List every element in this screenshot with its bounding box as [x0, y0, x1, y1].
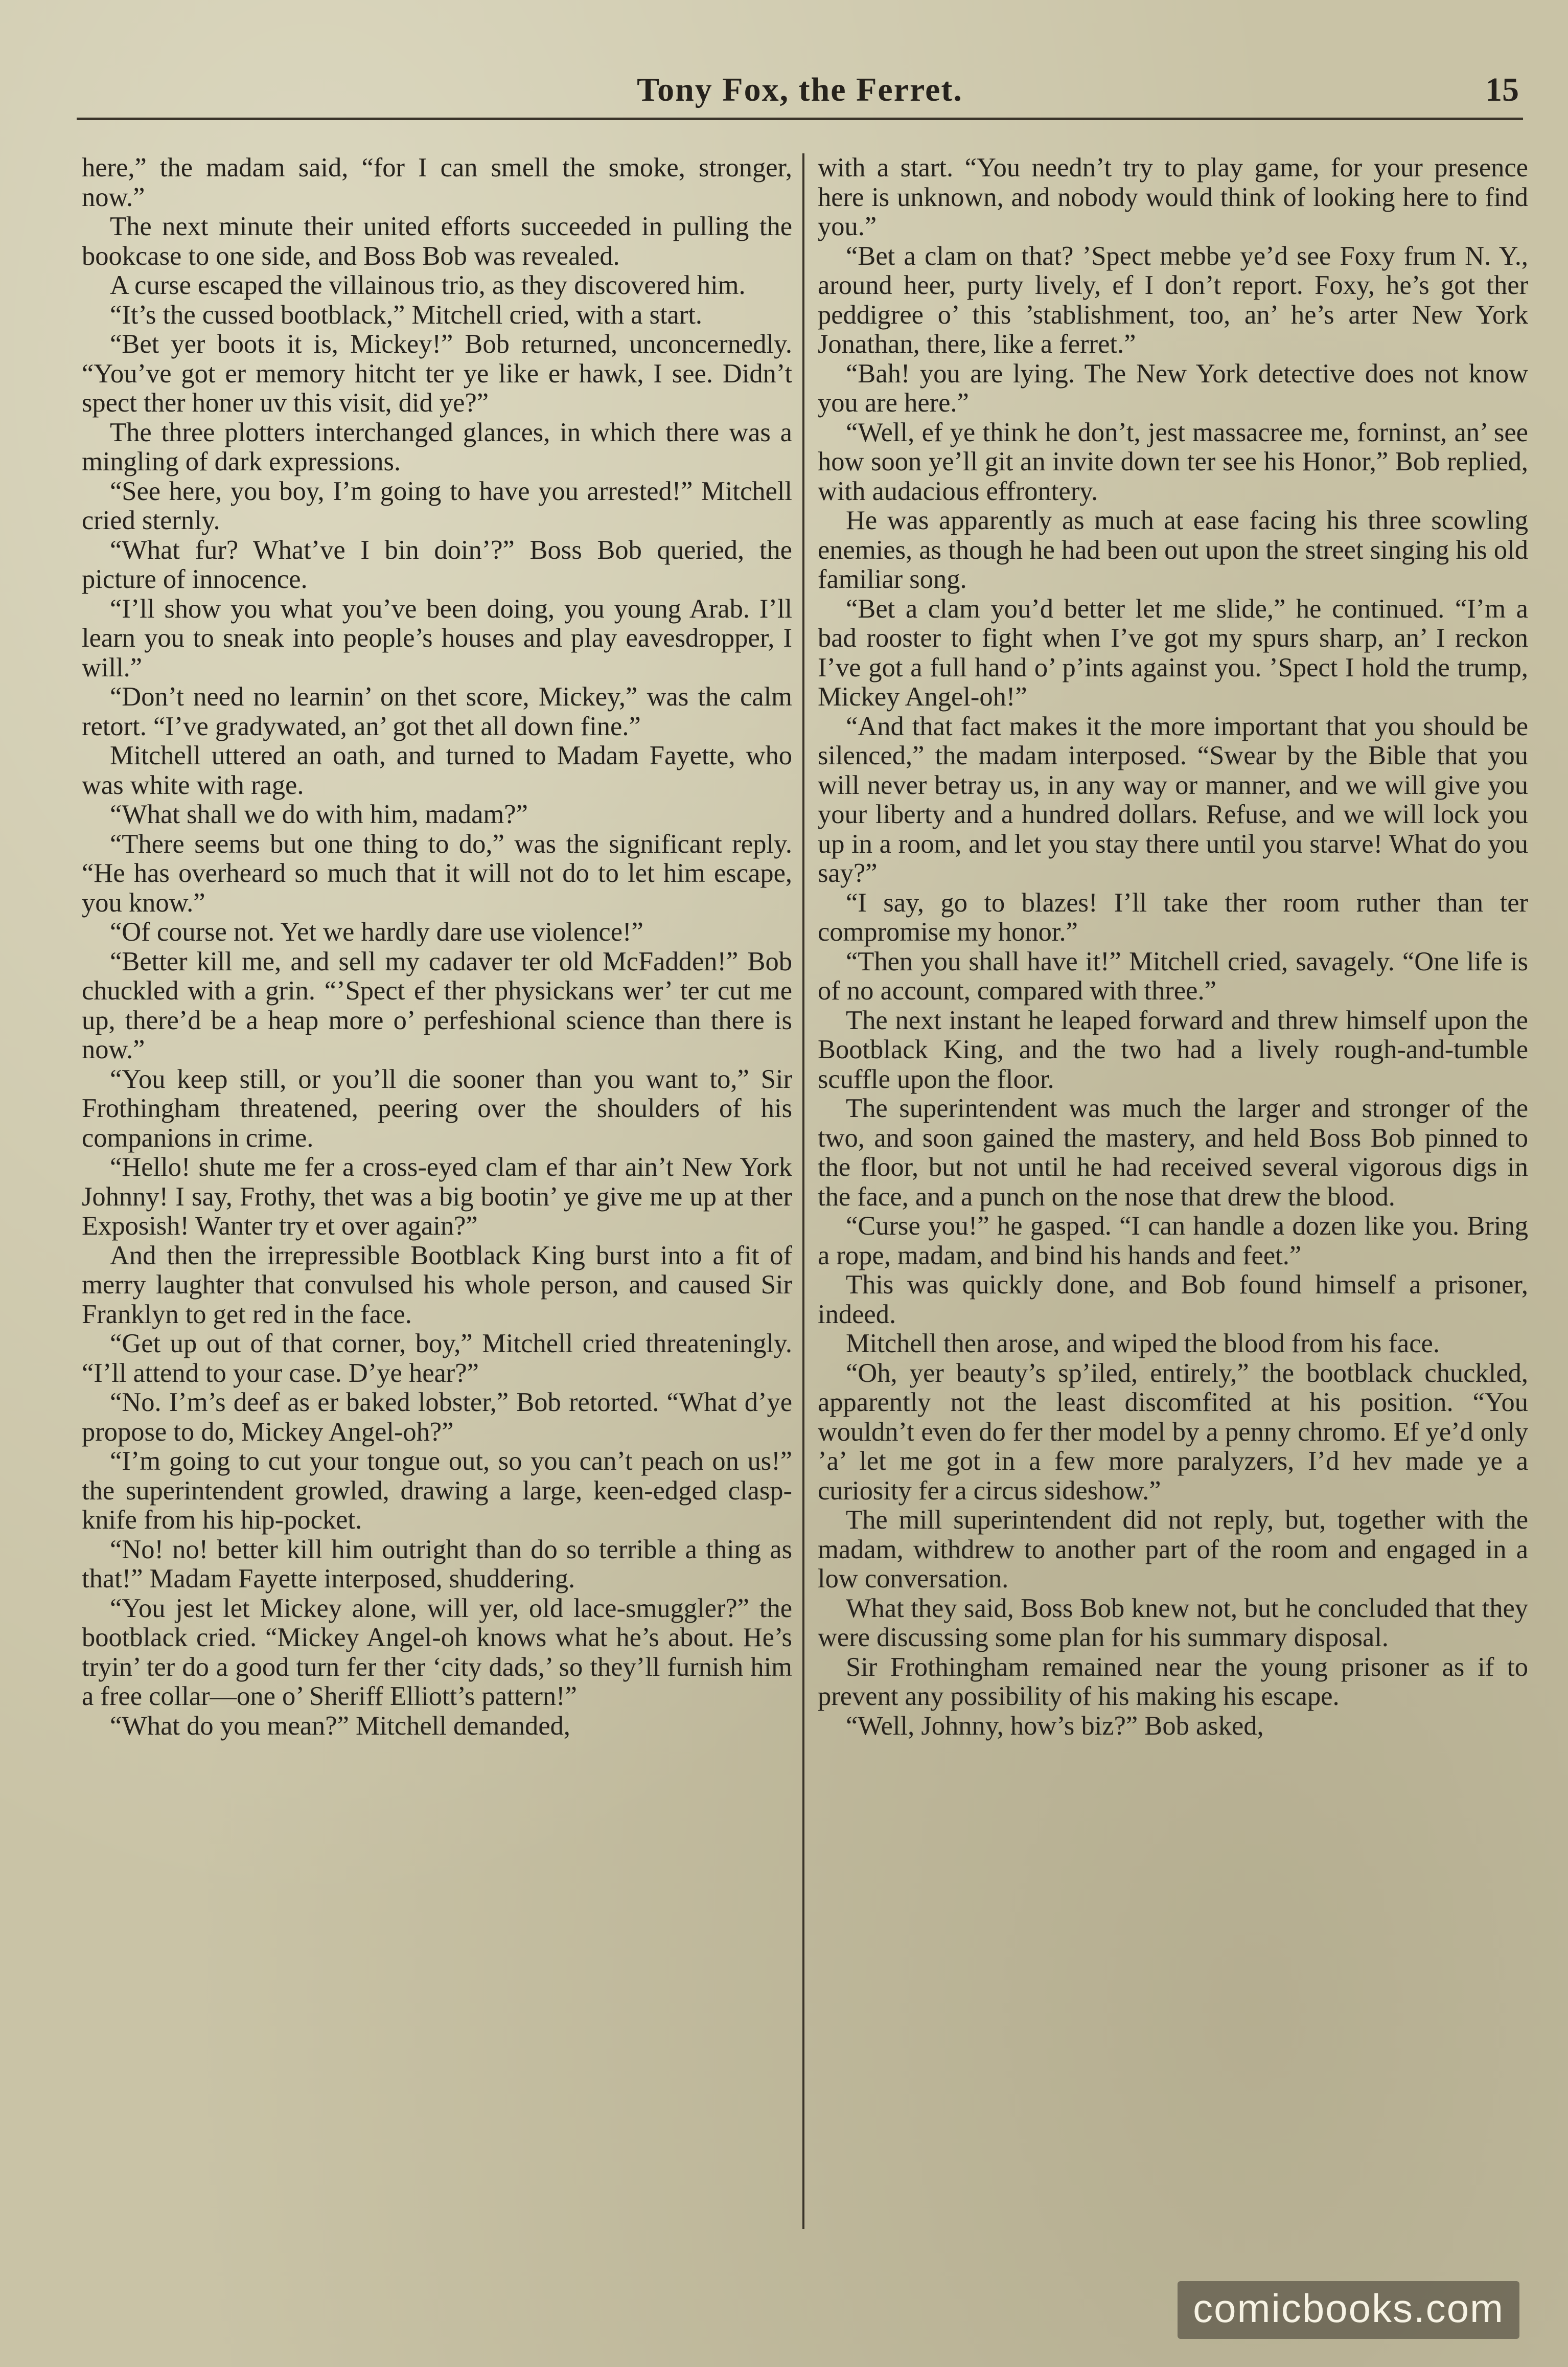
paragraph: And then the irrepressible Bootblack King burst into a fit of merry laughter that convulsed his whole person, and caused Sir Franklyn to get red in the face.: [82, 1240, 792, 1329]
paragraph: Sir Frothingham remained near the young prisoner as if to prevent any possibility of his making his escape.: [818, 1652, 1528, 1711]
paragraph: “Bet yer boots it is, Mickey!” Bob returned, unconcernedly. “You’ve got er memory hitcht ter ye like er hawk, I see. Didn’t spect ther honer uv this visit, did ye?”: [82, 329, 792, 418]
paragraph: The superintendent was much the larger and stronger of the two, and soon gained the mastery, and held Boss Bob pinned to the floor, but not until he had received several vigorous digs in the face, and a punch on the nose that drew the blood.: [818, 1094, 1528, 1212]
paragraph: The mill superintendent did not reply, but, together with the madam, withdrew to another part of the room and engaged in a low conversation.: [818, 1505, 1528, 1594]
paragraph: “Well, ef ye think he don’t, jest massacree me, forninst, an’ see how soon ye’ll git an invite down ter see his Honor,” Bob replied, with audacious effrontery.: [818, 417, 1528, 506]
watermark: comicbooks.com: [1178, 2281, 1519, 2339]
paragraph: “Bet a clam on that? ’Spect mebbe ye’d see Foxy frum N. Y., around heer, purty lively, ef I don’t report. Foxy, he’s got ther peddigree o’ this ’stablishment, too, an’ he’s arter New York Jonathan, there, like a ferret.”: [818, 241, 1528, 359]
paragraph: “You keep still, or you’ll die sooner than you want to,” Sir Frothingham threatened, peering over the shoulders of his companions in crime.: [82, 1064, 792, 1153]
paragraph: “No. I’m’s deef as er baked lobster,” Bob retorted. “What d’ye propose to do, Mickey Angel-oh?”: [82, 1387, 792, 1447]
paragraph: “I’ll show you what you’ve been doing, you young Arab. I’ll learn you to sneak into people’s houses and play eavesdropper, I will.”: [82, 594, 792, 682]
paragraph: “See here, you boy, I’m going to have you arrested!” Mitchell cried sternly.: [82, 476, 792, 535]
running-title: Tony Fox, the Ferret.: [637, 71, 963, 108]
paragraph: “What do you mean?” Mitchell demanded,: [110, 1711, 570, 1741]
page-number: 15: [1485, 71, 1519, 108]
paragraph: “Curse you!” he gasped. “I can handle a dozen like you. Bring a rope, madam, and bind his hands and feet.”: [818, 1211, 1528, 1270]
paragraph: “And that fact makes it the more important that you should be silenced,” the madam interposed. “Swear by the Bible that you will never betray us, in any way or manner, and we will give you your liberty and a hundred dollars. Refuse, and we will lock you up in a room, and let you stay there until you starve! What do you say?”: [818, 711, 1528, 888]
paragraph: “You jest let Mickey alone, will yer, old lace-smuggler?” the bootblack cried. “Mickey Angel-oh knows what he’s about. He’s tryin’ ter do a good turn fer ther ‘city dads,’ so they’ll furnish him a free collar—one o’ Sheriff Elliott’s pattern!”: [82, 1593, 792, 1711]
paragraph: “Of course not. Yet we hardly dare use violence!”: [110, 917, 643, 947]
paragraph: “It’s the cussed bootblack,” Mitchell cried, with a start.: [110, 300, 703, 330]
paragraph: “I’m going to cut your tongue out, so you can’t peach on us!” the superintendent growled, drawing a large, keen-edged clasp-knife from his hip-pocket.: [82, 1446, 792, 1535]
paragraph: “Bet a clam you’d better let me slide,” he continued. “I’m a bad rooster to fight when I’ve got my spurs sharp, an’ I reckon I’ve got a full hand o’ p’ints against you. ’Spect I hold the trump, Mickey Angel-oh!”: [818, 594, 1528, 712]
paragraph: “Better kill me, and sell my cadaver ter old McFadden!” Bob chuckled with a grin. “’Spect ef ther physickans wer’ ter cut me up, there’d be a heap more o’ perfeshional science than there is now.”: [82, 946, 792, 1064]
paragraph: “Oh, yer beauty’s sp’iled, entirely,” the bootblack chuckled, apparently not the least discomfited at his position. “You wouldn’t even do fer ther model by a penny chromo. Ef ye’d only ’a’ let me got in a few more paralyzers, I’d hev made ye a curiosity fer a circus sideshow.”: [818, 1358, 1528, 1506]
paragraph: The next minute their united efforts succeeded in pulling the bookcase to one side, and Boss Bob was revealed.: [82, 212, 792, 271]
paragraph: “Hello! shute me fer a cross-eyed clam ef thar ain’t New York Johnny! I say, Frothy, thet was a big bootin’ ye give me up at ther Exposish! Wanter try et over again?”: [82, 1152, 792, 1241]
paragraph: with a start. “You needn’t try to play game, for your presence here is unknown, and nobody would think of looking here to find you.”: [818, 153, 1528, 241]
paragraph: This was quickly done, and Bob found himself a prisoner, indeed.: [818, 1270, 1528, 1329]
paragraph: “Don’t need no learnin’ on thet score, Mickey,” was the calm retort. “I’ve gradywated, an’ got thet all down fine.”: [82, 682, 792, 741]
paragraph: “I say, go to blazes! I’ll take ther room ruther than ter compromise my honor.”: [818, 887, 1528, 947]
paragraph: “Get up out of that corner, boy,” Mitchell cried threateningly. “I’ll attend to your case. D’ye hear?”: [82, 1329, 792, 1388]
paragraph: The next instant he leaped forward and threw himself upon the Bootblack King, and the two had a lively rough-and-tumble scuffle upon the floor.: [818, 1005, 1528, 1094]
paragraph: “No! no! better kill him outright than do so terrible a thing as that!” Madam Fayette interposed, shuddering.: [82, 1534, 792, 1594]
paragraph: A curse escaped the villainous trio, as they discovered him.: [110, 270, 746, 300]
paragraph: “Then you shall have it!” Mitchell cried, savagely. “One life is of no account, compared with three.”: [818, 946, 1528, 1006]
paragraph: What they said, Boss Bob knew not, but he concluded that they were discussing some plan for his summary disposal.: [818, 1593, 1528, 1652]
paragraph: “Well, Johnny, how’s biz?” Bob asked,: [846, 1711, 1264, 1741]
page-header: [77, 61, 1523, 120]
paragraph: The three plotters interchanged glances, in which there was a mingling of dark expressions.: [82, 417, 792, 476]
left-column: [82, 153, 792, 2244]
paragraph: “Bah! you are lying. The New York detective does not know you are here.”: [818, 358, 1528, 418]
paragraph: Mitchell uttered an oath, and turned to Madam Fayette, who was white with rage.: [82, 741, 792, 800]
paragraph: “What shall we do with him, madam?”: [110, 800, 528, 829]
right-column: [818, 153, 1528, 2244]
paragraph: “There seems but one thing to do,” was the significant reply. “He has overheard so much that it will not do to let him escape, you know.”: [82, 829, 792, 918]
paragraph: He was apparently as much at ease facing his three scowling enemies, as though he had been out upon the street singing his old familiar song.: [818, 506, 1528, 594]
paragraph: Mitchell then arose, and wiped the blood from his face.: [846, 1329, 1440, 1358]
column-divider: [802, 153, 804, 2229]
paragraph: here,” the madam said, “for I can smell the smoke, stronger, now.”: [82, 153, 792, 212]
paragraph: “What fur? What’ve I bin doin’?” Boss Bob queried, the picture of innocence.: [82, 535, 792, 594]
